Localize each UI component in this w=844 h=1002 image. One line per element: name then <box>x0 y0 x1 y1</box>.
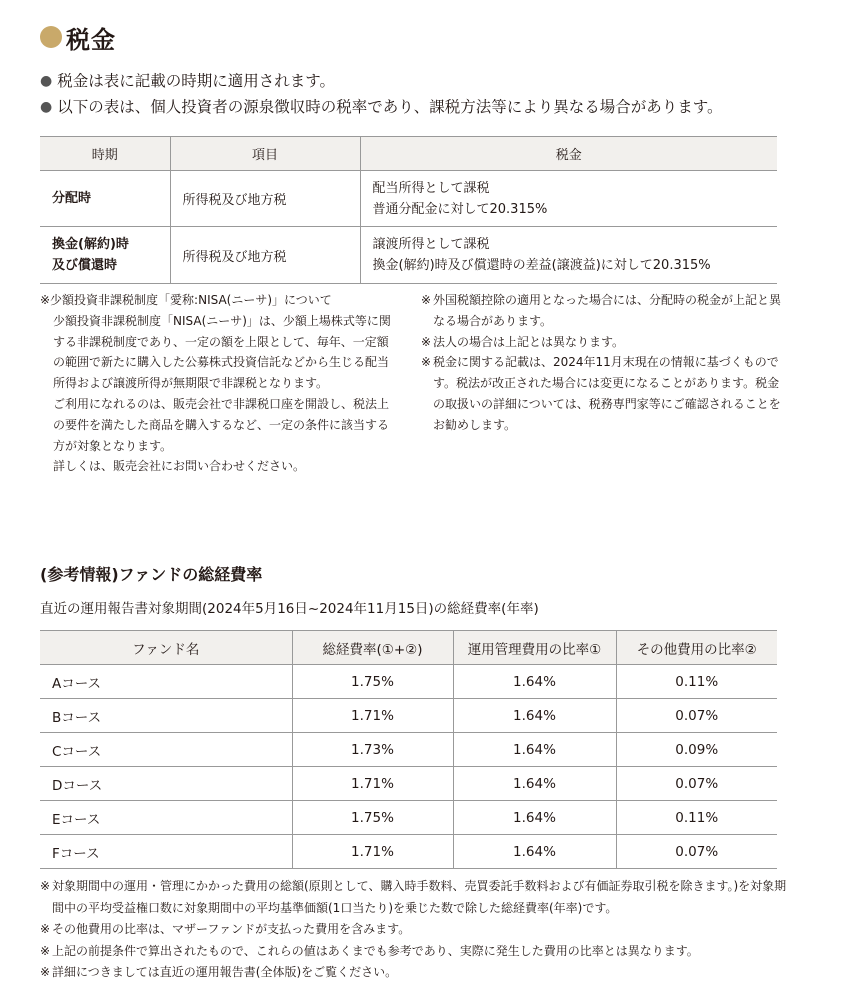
other-ratio-cell: 0.09% <box>616 733 777 767</box>
fund-name-cell: Fコース <box>40 835 292 869</box>
note-mark: ※ <box>40 879 51 893</box>
total-ratio-cell: 1.73% <box>292 733 453 767</box>
note-mark: ※ <box>40 922 51 936</box>
table-row <box>40 733 777 767</box>
total-ratio-cell: 1.71% <box>292 835 453 869</box>
timing-cell: 分配時 <box>40 171 170 227</box>
bullet-list <box>40 68 820 120</box>
note-item: ※ 上記の前提条件で算出されたもので、これらの値はあくまでも参考であり、実際に発生した費用の比率とは異なります。 <box>40 941 790 963</box>
reference-subtitle: 直近の運用報告書対象期間(2024年5月16日~2024年11月15日)の総経費率(年率) <box>40 601 539 617</box>
note-item: ※ 法人の場合は上記とは異なります。 <box>421 332 781 353</box>
header-tax: 税金 <box>360 137 777 171</box>
table-row <box>40 227 777 284</box>
note-item: ※ 詳細につきましては直近の運用報告書(全体版)をご覧ください。 <box>40 962 790 984</box>
header-timing: 時期 <box>40 137 170 171</box>
reference-title: (参考情報)ファンドの総経費率 <box>40 565 263 584</box>
nisa-note-heading: ※少額投資非課税制度「愛称:NISA(ニーサ)」について <box>40 293 332 307</box>
item-cell: 所得税及び地方税 <box>170 171 360 227</box>
table-row <box>40 835 777 869</box>
mgmt-ratio-cell: 1.64% <box>453 699 616 733</box>
fund-name-cell: Dコース <box>40 767 292 801</box>
timing-cell: 換金(解約)時 及び償還時 <box>40 227 170 284</box>
other-ratio-cell: 0.07% <box>616 835 777 869</box>
fund-name-cell: Cコース <box>40 733 292 767</box>
table-row <box>40 699 777 733</box>
other-ratio-cell: 0.11% <box>616 665 777 699</box>
fee-table-header <box>40 631 777 665</box>
note-mark: ※ <box>421 293 432 307</box>
note-mark: ※ <box>40 943 51 958</box>
tax-cell: 譲渡所得として課税 換金(解約)時及び償還時の差益(譲渡益)に対して20.315% <box>360 227 777 284</box>
note-item: ※ 税金に関する記載は、2024年11月末現在の情報に基づくものです。税法が改正された場合には変更になることがあります。税金の取扱いの詳細については、税務専門家等にご確認されることをお勧めします。 <box>421 352 781 435</box>
circle-bullet-icon <box>40 26 62 48</box>
table-row <box>40 801 777 835</box>
table-row <box>40 767 777 801</box>
bullet-dot-icon: ● <box>40 99 53 115</box>
fund-name-cell: Bコース <box>40 699 292 733</box>
header-mgmt-ratio: 運用管理費用の比率① <box>453 631 616 665</box>
fund-name-cell: Aコース <box>40 665 292 699</box>
mgmt-ratio-cell: 1.64% <box>453 665 616 699</box>
total-ratio-cell: 1.75% <box>292 801 453 835</box>
bullet-dot-icon: ● <box>40 73 53 89</box>
total-ratio-cell: 1.75% <box>292 665 453 699</box>
header-fund-name: ファンド名 <box>40 631 292 665</box>
tax-notes <box>421 290 781 436</box>
nisa-note-body: 少額投資非課税制度「NISA(ニーサ)」は、少額上場株式等に関する非課税制度であり、一定の額を上限として、毎年、一定額の範囲で新たに購入した公募株式投資信託などから生じる配当所得および譲渡所得が無期限で非課税となります。 <box>53 313 391 391</box>
note-mark: ※ <box>421 355 432 370</box>
other-ratio-cell: 0.07% <box>616 699 777 733</box>
section-title-text: 税金 <box>66 25 116 54</box>
total-ratio-cell: 1.71% <box>292 699 453 733</box>
mgmt-ratio-cell: 1.64% <box>453 801 616 835</box>
total-ratio-cell: 1.71% <box>292 767 453 801</box>
bullet-item: ● 税金は表に記載の時期に適用されます。 <box>40 68 820 94</box>
note-mark: ※ <box>421 334 432 349</box>
expense-ratio-table <box>40 630 777 869</box>
mgmt-ratio-cell: 1.64% <box>453 733 616 767</box>
item-cell: 所得税及び地方税 <box>170 227 360 284</box>
note-item: ※ 対象期間中の運用・管理にかかった費用の総額(原則として、購入時手数料、売買委託手数料および有価証券取引税を除きます。)を対象期間中の平均受益権口数に対象期間中の平均基準価額(1口当たり)を乗じた数で除した総経費率(年率)です。 <box>40 876 790 919</box>
table-row <box>40 665 777 699</box>
mgmt-ratio-cell: 1.64% <box>453 767 616 801</box>
nisa-note-body: 詳しくは、販売会社にお問い合わせください。 <box>53 459 306 474</box>
other-ratio-cell: 0.11% <box>616 801 777 835</box>
note-item: ※ その他費用の比率は、マザーファンドが支払った費用を含みます。 <box>40 919 790 941</box>
bullet-item: ● 以下の表は、個人投資者の源泉徴収時の税率であり、課税方法等により異なる場合があります。 <box>40 94 820 120</box>
header-other-ratio: その他費用の比率② <box>616 631 777 665</box>
tax-table <box>40 136 777 284</box>
tax-cell: 配当所得として課税 普通分配金に対して20.315% <box>360 171 777 227</box>
note-mark: ※ <box>40 965 51 979</box>
other-ratio-cell: 0.07% <box>616 767 777 801</box>
table-row <box>40 171 777 227</box>
fund-name-cell: Eコース <box>40 801 292 835</box>
tax-table-header <box>40 137 777 171</box>
nisa-note-body: ご利用になれるのは、販売会社で非課税口座を開設し、税法上の要件を満たした商品を購入するなど、一定の条件に該当する方が対象となります。 <box>53 396 390 453</box>
note-item: ※ 外国税額控除の適用となった場合には、分配時の税金が上記と異なる場合があります。 <box>421 290 781 332</box>
section-title <box>40 20 116 54</box>
expense-notes <box>40 876 790 984</box>
mgmt-ratio-cell: 1.64% <box>453 835 616 869</box>
header-total-ratio: 総経費率(①+②) <box>292 631 453 665</box>
header-item: 項目 <box>170 137 360 171</box>
nisa-notes <box>40 290 400 477</box>
